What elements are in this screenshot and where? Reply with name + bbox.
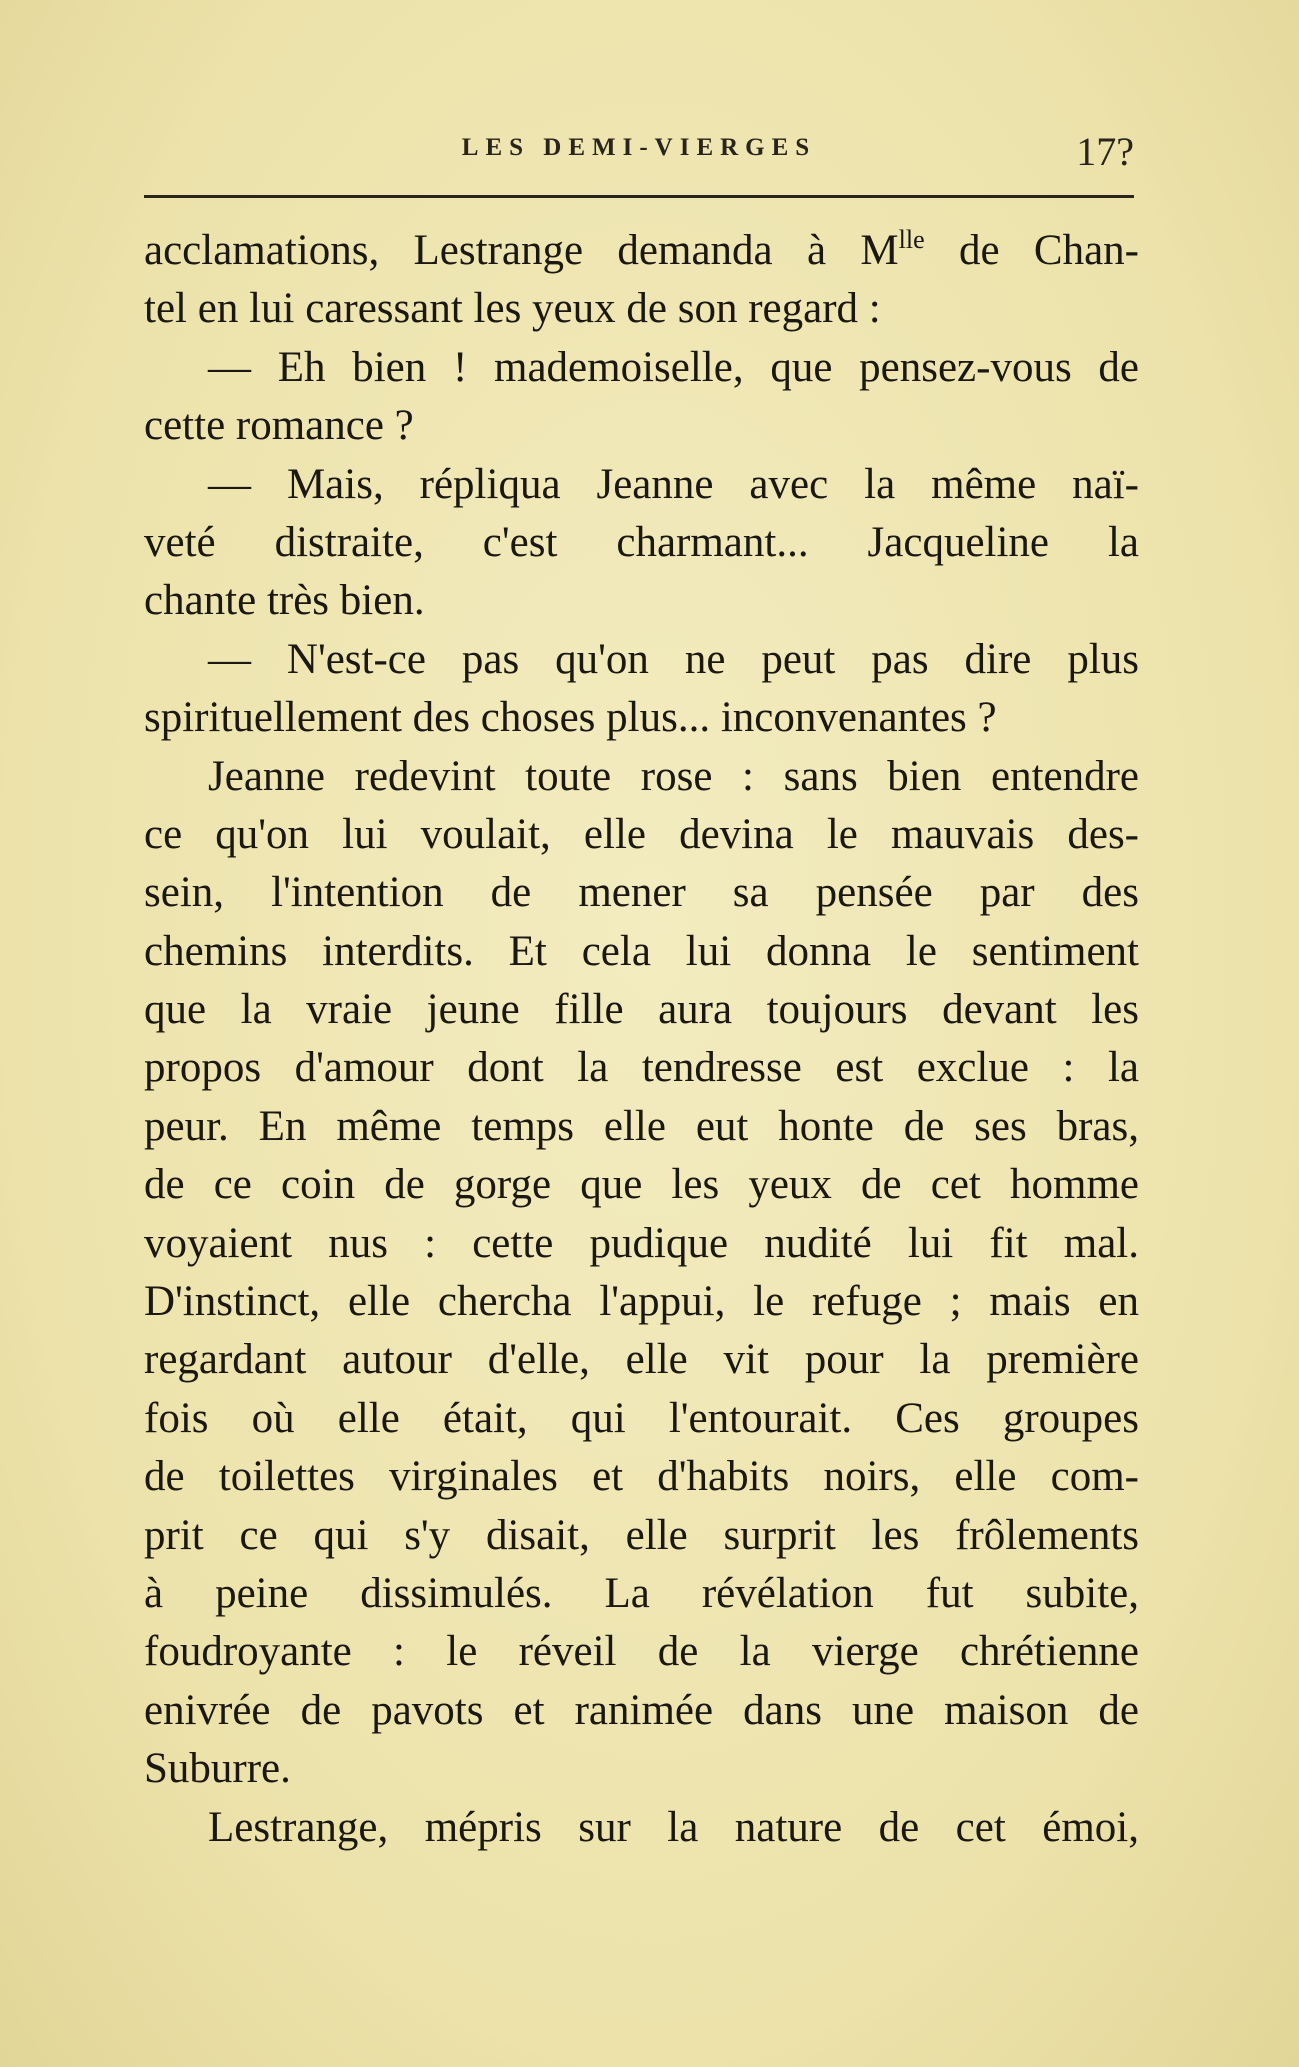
text-line-tail: de Chan- [924, 227, 1140, 274]
text-line-content: acclamations, Lestrange demanda à M [144, 227, 899, 274]
text-line-content: de ce coin de gorge que les yeux de cet homme [144, 1161, 1139, 1209]
text-line [144, 1098, 1139, 1156]
text-line-content: voyaient nus : cette pudique nudité lui fit mal. [144, 1219, 1139, 1267]
text-line [144, 631, 1139, 689]
text-line-content: — Eh bien ! mademoiselle, que pensez-vous de [208, 343, 1139, 391]
text-line-content: que la vraie jeune fille aura toujours devant les [144, 986, 1139, 1034]
text-line-content: — Mais, répliqua Jeanne avec la même naï- [208, 460, 1139, 508]
text-line-content: — N'est-ce pas qu'on ne peut pas dire plus [208, 635, 1139, 683]
running-head [144, 128, 1134, 178]
text-line [144, 923, 1139, 981]
text-line [144, 1215, 1139, 1273]
text-line-content: cette romance ? [144, 402, 414, 450]
text-line [144, 806, 1139, 864]
text-line-content: fois où elle était, qui l'entourait. Ces groupes [144, 1394, 1139, 1442]
text-line [144, 1448, 1139, 1506]
text-line [144, 1039, 1139, 1097]
text-line [144, 748, 1139, 806]
text-line-content: sein, l'intention de mener sa pensée par des [144, 869, 1139, 917]
text-line [144, 1331, 1139, 1389]
text-line [144, 864, 1139, 922]
text-line-content: chante très bien. [144, 577, 425, 625]
text-line [144, 1156, 1139, 1214]
text-line [144, 339, 1139, 397]
text-line-content: enivrée de pavots et ranimée dans une maison de [144, 1686, 1139, 1734]
text-line [144, 572, 1139, 630]
text-line [144, 689, 1139, 747]
text-line [144, 1507, 1139, 1565]
text-line [144, 514, 1139, 572]
text-line-content: peur. En même temps elle eut honte de ses bras, [144, 1102, 1139, 1150]
text-line-content: chemins interdits. Et cela lui donna le sentiment [144, 927, 1139, 975]
text-line [144, 1273, 1139, 1331]
text-line [144, 456, 1139, 514]
text-line [144, 1740, 1139, 1798]
text-line-content: Suburre. [144, 1745, 291, 1793]
text-line-content: foudroyante : le réveil de la vierge chrétienne [144, 1628, 1139, 1676]
text-line-content: à peine dissimulés. La révélation fut subite, [144, 1569, 1139, 1617]
text-line-content: ce qu'on lui voulait, elle devina le mauvais des- [144, 810, 1139, 858]
text-line-content: de toilettes virginales et d'habits noirs, elle com- [144, 1453, 1139, 1501]
running-title: LES DEMI-VIERGES [461, 134, 817, 161]
text-line [144, 222, 1139, 280]
header-rule [144, 195, 1134, 198]
text-line [144, 1390, 1139, 1448]
text-line-content: D'instinct, elle chercha l'appui, le refuge ; mais en [144, 1278, 1139, 1326]
text-line-content: propos d'amour dont la tendresse est exclue : la [144, 1044, 1139, 1092]
text-line [144, 1565, 1139, 1623]
superscript: lle [898, 225, 925, 254]
text-line-content: Lestrange, mépris sur la nature de cet émoi, [208, 1803, 1139, 1851]
page-number: 17? [1076, 129, 1134, 174]
text-line [144, 397, 1139, 455]
text-line [144, 1682, 1139, 1740]
text-line [144, 981, 1139, 1039]
text-line-content: prit ce qui s'y disait, elle surprit les frôlements [144, 1511, 1139, 1559]
text-line-content: spirituellement des choses plus... inconvenantes ? [144, 694, 997, 742]
text-line [144, 1623, 1139, 1681]
body-text [144, 222, 1139, 1857]
text-line-content: regardant autour d'elle, elle vit pour la première [144, 1336, 1139, 1384]
text-line-content: Jeanne redevint toute rose : sans bien entendre [208, 752, 1139, 800]
text-line-content: tel en lui caressant les yeux de son regard : [144, 285, 881, 333]
text-line-content: veté distraite, c'est charmant... Jacqueline la [144, 518, 1139, 566]
text-line [144, 1799, 1139, 1857]
text-line [144, 280, 1139, 338]
